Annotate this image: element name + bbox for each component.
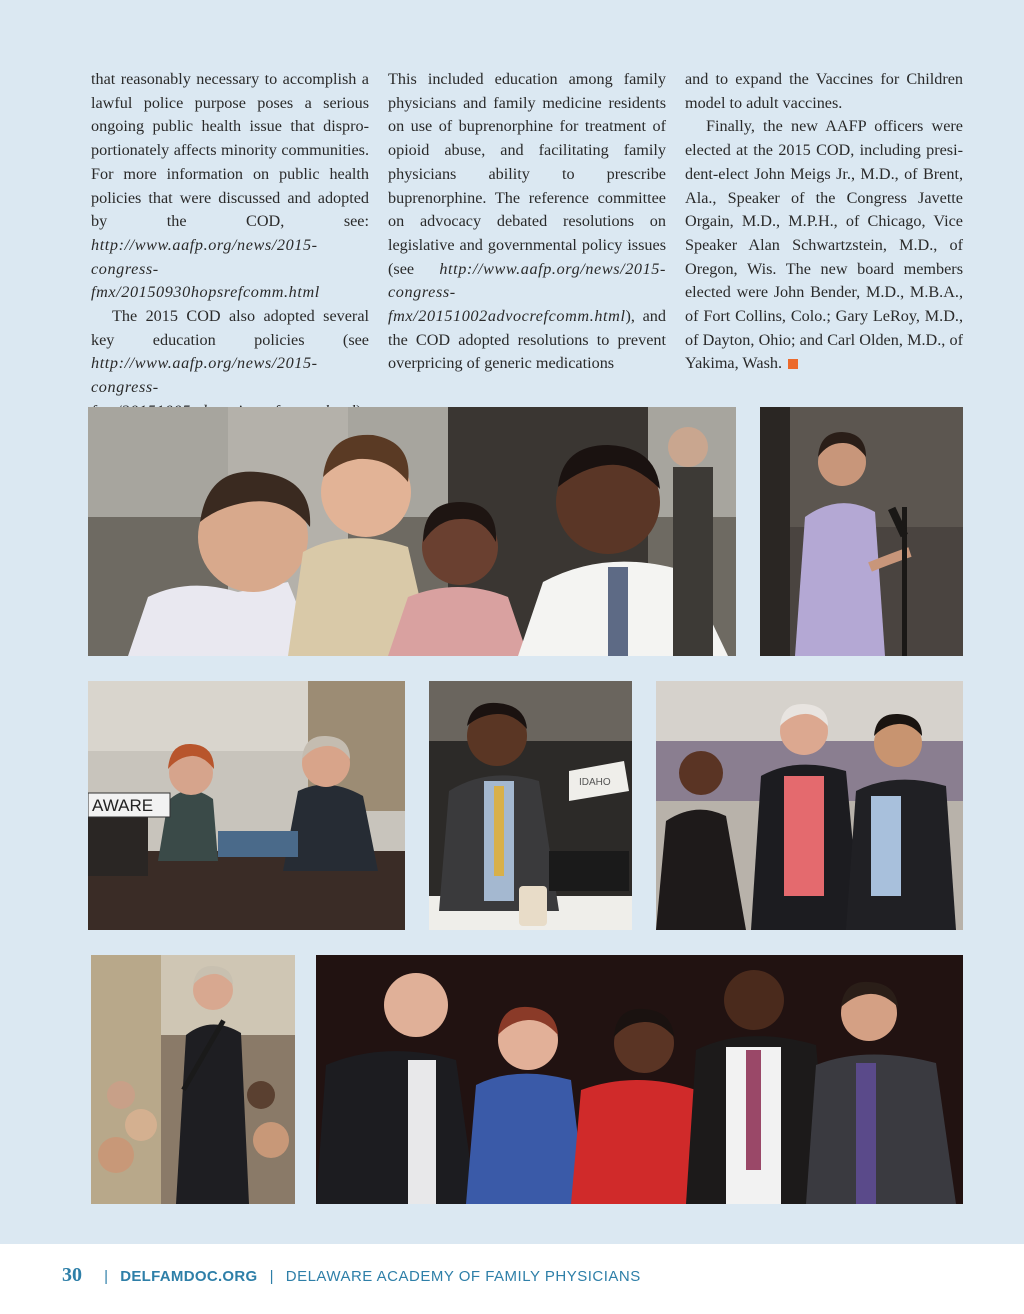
footer-site-link[interactable]: DELFAMDOC.ORG [120,1268,258,1285]
end-mark-icon [788,359,798,369]
article-link[interactable]: http://www.aafp.org/news/2015-congress- [91,354,318,397]
photo-group-selfie [88,407,736,656]
page-number: 30 [62,1264,82,1286]
tent-card-text: IDAHO [579,777,611,788]
paragraph: Finally, the new AAFP officers were elected at the 2015 COD, including president-elect John Meigs Jr., M.D., of Brent, Ala., Speaker of the Congress Javette Orgain, M.D., M.P.H., of Chicago, Vice Speaker Alan Schwartzstein, M.D., of Oregon, Wis. The new board members elected were John Bender, M.D., M.B.A., of Fort Collins, Colo.; Gary LeRoy, M.D., of Dayton, Ohio; and Carl Olden, M.D., of Yakima, Wash. [685,117,963,373]
footer-separator: | [104,1268,109,1285]
photo-group-five [316,955,963,1204]
paragraph: This included education among family physicians and family medicine residents on use of buprenorphine for treatment of opioid abuse, and facilitating family physicians ability to prescribe buprenorphine. The reference committee on advocacy debated resolutions on legislative and governmental policy issues (see http://www.aafp.org/news/2015-congress-fmx/20151002advocrefcomm.html), and the COD adopted resolutions to prevent overpricing of generic medications [388,70,666,373]
photo-delaware-table [88,681,405,930]
article-link[interactable]: http://www.aafp.org/news/2015-congress-fmx/20150930hopsrefcomm.html [91,235,320,302]
photo-ballroom-trio [656,681,963,930]
article-link[interactable]: http://www.aafp.org/news/2015-congress-fmx/20151002advocrefcomm.html [388,259,666,326]
photo-delegate-standing [91,955,295,1204]
article-column-1 [91,68,369,424]
sign-text: AWARE [92,796,154,815]
article-columns [91,68,963,424]
photo-speaker-microphone [760,407,963,656]
paragraph: that reasonably necessary to accomplish a lawful police purpose poses a serious ongoing public health issue that disproportionately affects minority communities. For more information on public health policies that were discussed and adopted by the COD, see: http://www.aafp.org/news/2015-congress-fmx/20150930hopsrefcomm.html [91,70,369,302]
article-column-3 [685,68,963,424]
footer-organization: DELAWARE ACADEMY OF FAMILY PHYSICIANS [285,1268,641,1285]
page-footer [0,1244,1024,1314]
paragraph: The 2015 COD also adopted several key education policies (see http://www.aafp.org/news/2015-congress- [91,305,369,424]
footer-separator: | [269,1268,274,1285]
paragraph: and to expand the Vaccines for Children model to adult vaccines. [685,70,963,112]
footer-line [62,1264,641,1287]
article-column-2 [388,68,666,424]
photo-idaho-table [429,681,632,930]
